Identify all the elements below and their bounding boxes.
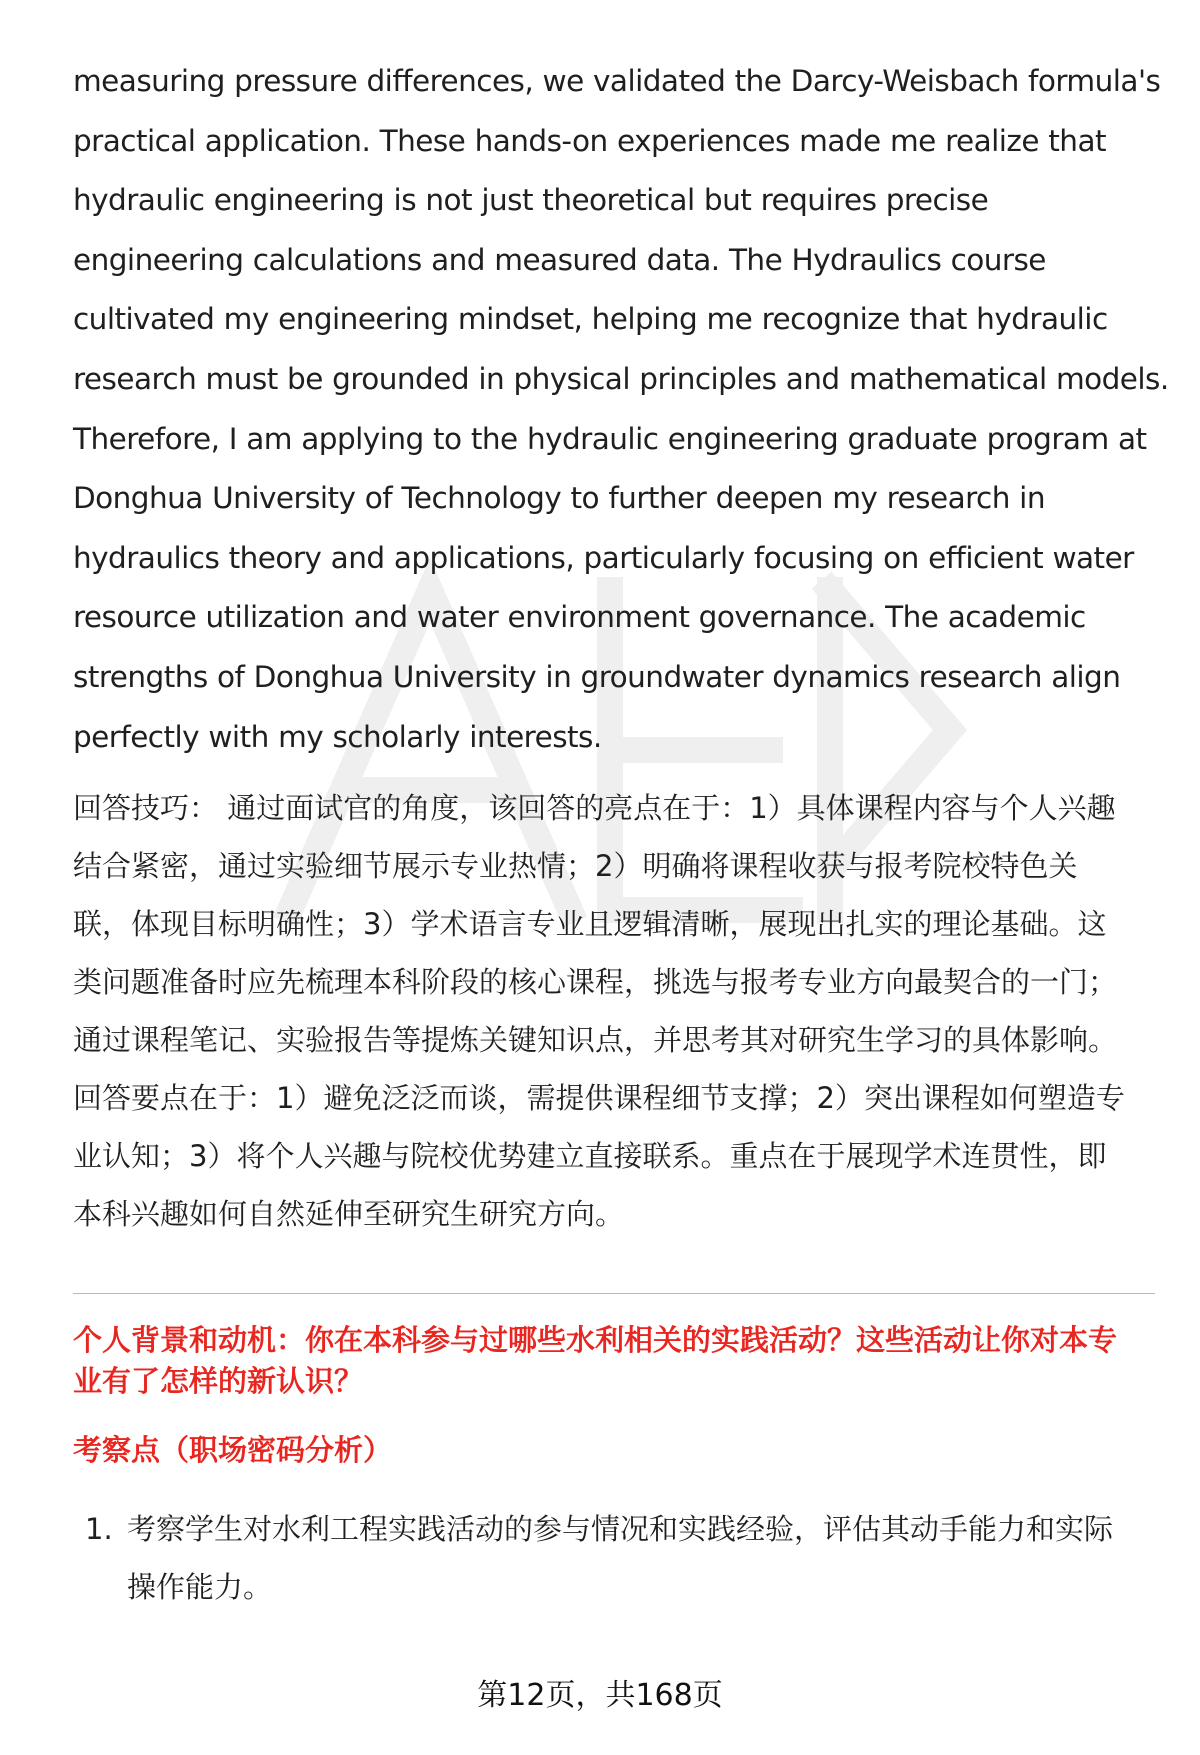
list-item-number: 1. [85,1512,113,1547]
answer-line: resource utilization and water environment governance. The academic [73,600,1086,635]
question-line: 业有了怎样的新认识？ [73,1364,364,1399]
section-divider [73,1293,1155,1294]
answer-tips-paragraph [73,779,1158,1243]
question-line: 个人背景和动机：你在本科参与过哪些水利相关的实践活动？这些活动让你对本专 [73,1323,1118,1358]
answer-line: perfectly with my scholarly interests. [73,719,602,754]
answer-line: hydraulic engineering is not just theoretical but requires precise [73,183,989,218]
tips-line: 结合紧密，通过实验细节展示专业热情；2）明确将课程收获与报考院校特色关 [73,849,1078,884]
tips-line: 业认知；3）将个人兴趣与院校优势建立直接联系。重点在于展现学术连贯性，即 [73,1139,1107,1174]
answer-line: Therefore, I am applying to the hydraulic engineering graduate program at [73,421,1147,456]
list-item-line: 操作能力。 [127,1570,273,1605]
page-content [73,52,1169,1616]
assessment-points-list [73,1500,1158,1616]
answer-line: Donghua University of Technology to further deepen my research in [73,481,1045,516]
page-number-footer: 第12页，共168页 [477,1678,723,1713]
tips-line: 回答要点在于：1）避免泛泛而谈，需提供课程细节支撑；2）突出课程如何塑造专 [73,1081,1125,1116]
answer-line: cultivated my engineering mindset, helping me recognize that hydraulic [73,302,1108,337]
list-item [73,1500,1158,1616]
answer-line: engineering calculations and measured data. The Hydraulics course [73,242,1046,277]
answer-line: research must be grounded in physical principles and mathematical models. [73,361,1169,396]
answer-paragraph [73,52,1169,767]
tips-line: 本科兴趣如何自然延伸至研究生研究方向。 [73,1197,625,1232]
list-item-line: 考察学生对水利工程实践活动的参与情况和实践经验，评估其动手能力和实际 [127,1512,1114,1547]
question-heading [73,1320,1158,1402]
answer-line: strengths of Donghua University in groundwater dynamics research align [73,659,1121,694]
answer-line: measuring pressure differences, we validated the Darcy-Weisbach formula's [73,64,1161,98]
tips-line: 回答技巧： 通过面试官的角度，该回答的亮点在于：1）具体课程内容与个人兴趣 [73,791,1116,826]
answer-line: hydraulics theory and applications, particularly focusing on efficient water [73,540,1134,575]
assessment-points-title: 考察点（职场密码分析） [73,1433,393,1468]
tips-line: 通过课程笔记、实验报告等提炼关键知识点，并思考其对研究生学习的具体影响。 [73,1023,1118,1058]
tips-line: 类问题准备时应先梳理本科阶段的核心课程，挑选与报考专业方向最契合的一门； [73,965,1118,1000]
answer-line: practical application. These hands-on experiences made me realize that [73,123,1107,158]
tips-line: 联，体现目标明确性；3）学术语言专业且逻辑清晰，展现出扎实的理论基础。这 [73,907,1107,942]
